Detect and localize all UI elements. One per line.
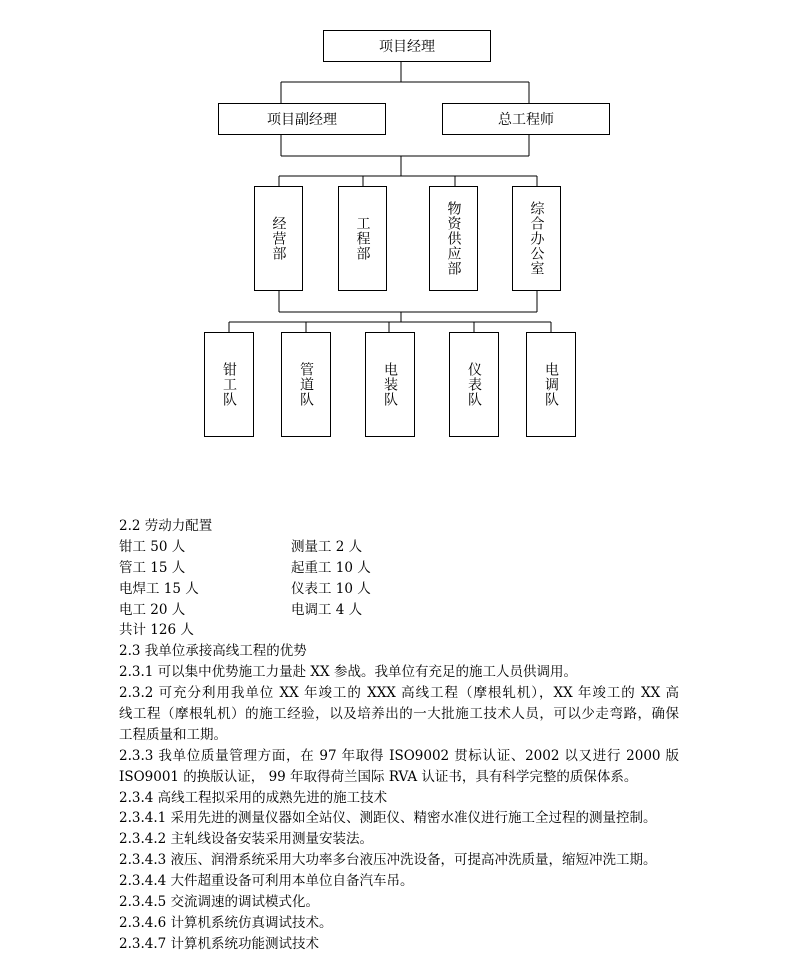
paragraph-2-3-3-line-1: 2.3.3 我单位质量管理方面，在 97 年取得 ISO9002 贯标认证、2002 以又进行 2000 版	[119, 747, 679, 764]
node-team-fitter	[204, 332, 254, 437]
node-label: 经营部	[270, 216, 287, 261]
labor-total: 共计 126 人	[119, 622, 194, 639]
labor-item: 电工 20 人	[119, 601, 186, 618]
list-item: 2.3.4.3 液压、润滑系统采用大功率多台液压冲洗设备，可提高冲洗质量，缩短冲洗工期。	[119, 852, 657, 869]
paragraph-2-3-3-line-2: ISO9001 的换版认证， 99 年取得荷兰国际 RVA 认证书，具有科学完整的质保体系。	[119, 768, 638, 785]
paragraph-2-3-4: 2.3.4 高线工程拟采用的成熟先进的施工技术	[119, 789, 388, 806]
section-2-2-title: 2.2 劳动力配置	[119, 518, 213, 534]
node-chief-engineer: 总工程师	[442, 103, 610, 135]
node-label: 综合办公室	[528, 201, 545, 276]
node-deputy-manager: 项目副经理	[218, 103, 386, 135]
node-team-instrument	[449, 332, 499, 437]
labor-item: 电焊工 15 人	[119, 580, 199, 597]
node-label: 物资供应部	[445, 201, 462, 276]
document-body	[119, 516, 679, 955]
node-dept-supply	[429, 186, 478, 291]
section-2-3-title: 2.3 我单位承接高线工程的优势	[119, 643, 307, 660]
labor-row	[119, 537, 679, 558]
node-label: 工程部	[354, 216, 371, 261]
node-project-manager: 项目经理	[323, 30, 491, 62]
node-team-pipe	[281, 332, 331, 437]
list-item: 2.3.4.1 采用先进的测量仪器如全站仪、测距仪、精密水准仪进行施工全过程的测量控制。	[119, 810, 657, 827]
list-item: 2.3.4.7 计算机系统功能测试技术	[119, 935, 320, 952]
node-label: 电调队	[543, 362, 559, 407]
labor-item: 电调工 4 人	[291, 601, 363, 618]
node-team-commissioning	[526, 332, 576, 437]
labor-row	[119, 600, 679, 621]
labor-item: 测量工 2 人	[291, 538, 363, 555]
org-chart	[0, 0, 796, 450]
labor-item: 仪表工 10 人	[291, 580, 371, 597]
paragraph-2-3-1: 2.3.1 可以集中优势施工力量赴 XX 参战。我单位有充足的施工人员供调用。	[119, 664, 577, 681]
list-item: 2.3.4.2 主轧线设备安装采用测量安装法。	[119, 831, 374, 848]
node-label: 钳工队	[221, 362, 237, 407]
list-item: 2.3.4.6 计算机系统仿真调试技术。	[119, 914, 333, 931]
node-dept-engineering	[338, 186, 387, 291]
node-dept-office	[512, 186, 561, 291]
node-label: 管道队	[298, 362, 314, 407]
list-item: 2.3.4.5 交流调速的调试模式化。	[119, 894, 320, 911]
labor-item: 管工 15 人	[119, 559, 186, 576]
node-team-electrical	[365, 332, 415, 437]
labor-item: 起重工 10 人	[291, 559, 371, 576]
paragraph-2-3-2-line-3: 工程质量和工期。	[119, 726, 227, 743]
node-dept-business	[254, 186, 303, 291]
node-label: 电装队	[382, 362, 398, 407]
paragraph-2-3-2-line-1: 2.3.2 可充分利用我单位 XX 年竣工的 XXX 高线工程（摩根轧机），XX 年竣工的 XX 高	[119, 685, 679, 702]
node-label: 仪表队	[466, 362, 482, 407]
list-item: 2.3.4.4 大件超重设备可利用本单位自备汽车吊。	[119, 873, 414, 890]
labor-row	[119, 558, 679, 579]
labor-row	[119, 579, 679, 600]
labor-item: 钳工 50 人	[119, 538, 186, 555]
paragraph-2-3-2-line-2: 线工程（摩根轧机）的施工经验，以及培养出的一大批施工技术人员，可以少走弯路，确保	[119, 706, 679, 723]
